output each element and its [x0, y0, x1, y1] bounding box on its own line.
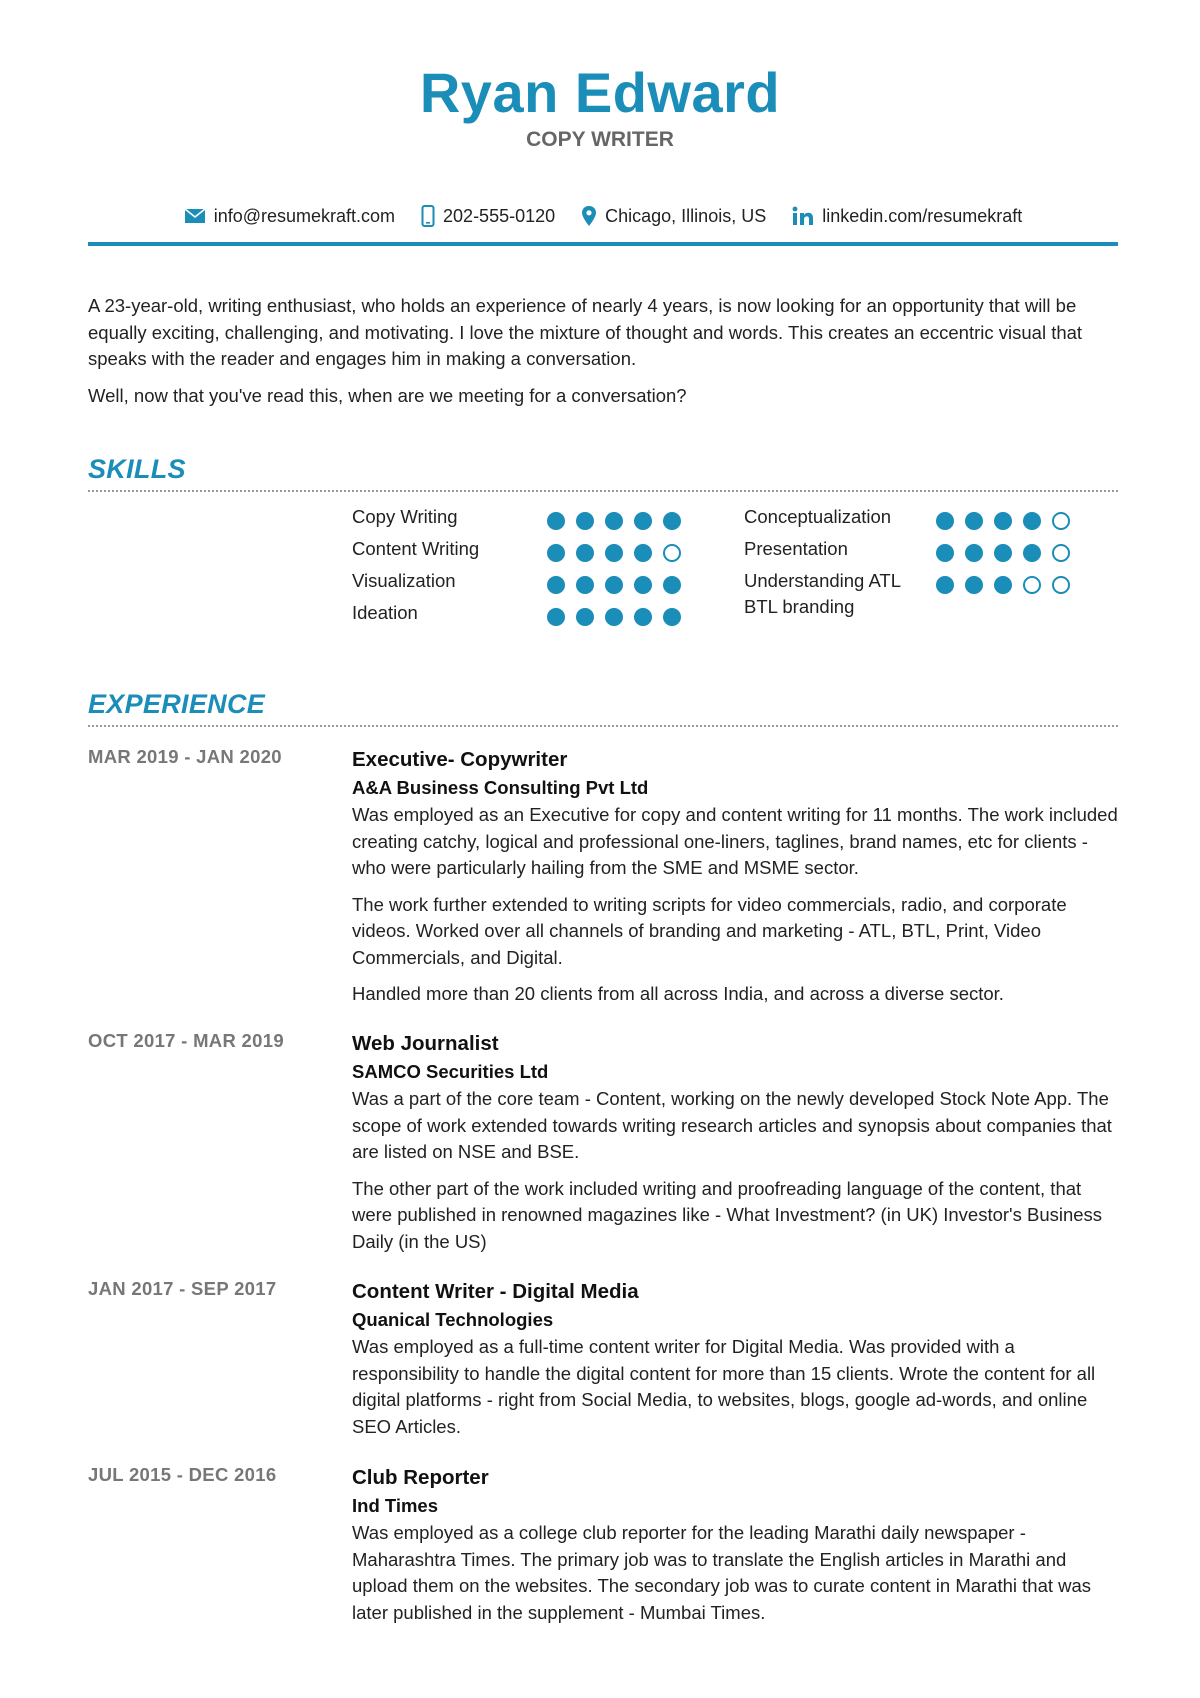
location-icon: [581, 205, 597, 227]
summary-section: [88, 293, 1118, 419]
rating-dot-filled: [994, 512, 1012, 530]
contact-linkedin-text: linkedin.com/resumekraft: [822, 205, 1023, 226]
job-details: [352, 1030, 1122, 1265]
rating-dot-empty: [1052, 576, 1070, 594]
skill-rating: [936, 544, 1070, 562]
skill-rating: [547, 544, 681, 562]
job-description: [352, 1334, 1122, 1440]
job-role: Content Writer - Digital Media: [352, 1280, 639, 1303]
rating-dot-filled: [547, 544, 565, 562]
rating-dot-filled: [965, 576, 983, 594]
rating-dot-filled: [634, 544, 652, 562]
rating-dot-filled: [936, 544, 954, 562]
job-paragraph: Handled more than 20 clients from all across India, and across a diverse sector.: [352, 983, 1004, 1004]
rating-dot-empty: [1052, 544, 1070, 562]
skill-rating: [547, 576, 681, 594]
job-title: COPY WRITER: [526, 128, 674, 151]
summary-paragraph: A 23-year-old, writing enthusiast, who holds an experience of nearly 4 years, is now looking for an opportunity that will be equally exciting, challenging, and motivating. I love the mixture of thought and words. This creates an eccentric visual that speaks with the reader and engages him in making a conversation.: [88, 295, 1083, 369]
rating-dot-filled: [1023, 544, 1041, 562]
rating-dot-filled: [576, 512, 594, 530]
phone-icon: [421, 205, 435, 227]
rating-dot-filled: [965, 544, 983, 562]
candidate-name: Ryan Edward: [419, 61, 781, 124]
rating-dot-filled: [634, 608, 652, 626]
job-dates: OCT 2017 - MAR 2019: [88, 1030, 284, 1051]
job-role: Executive- Copywriter: [352, 748, 568, 771]
rating-dot-filled: [547, 608, 565, 626]
contact-phone[interactable]: [421, 205, 555, 227]
rating-dot-filled: [547, 576, 565, 594]
contact-location: [581, 205, 766, 227]
linkedin-icon: [792, 206, 814, 226]
rating-dot-filled: [936, 512, 954, 530]
skill-label: Visualization: [352, 570, 456, 591]
rating-dot-filled: [605, 544, 623, 562]
rating-dot-filled: [663, 608, 681, 626]
job-paragraph: Was employed as an Executive for copy and content writing for 11 months. The work included creating catchy, logical and professional one-liners, taglines, brand names, etc for clients - who were particularly hailing from the SME and MSME sector.: [352, 804, 1118, 878]
skill-label: Ideation: [352, 602, 418, 623]
job-paragraph: The work further extended to writing scripts for video commercials, radio, and corporate videos. Worked over all channels of branding and marketing - ATL, BTL, Print, Video Commercials, and Digital.: [352, 893, 1067, 968]
job-company: Quanical Technologies: [352, 1309, 554, 1330]
rating-dot-filled: [605, 512, 623, 530]
rating-dot-filled: [663, 576, 681, 594]
rating-dot-filled: [547, 512, 565, 530]
job-paragraph: Was employed as a full-time content writer for Digital Media. Was provided with a responsibility to handle the digital content for more than 15 clients. Wrote the content for all digital platforms - right from Social Media, to websites, blogs, google ad-words, and online SEO Articles.: [352, 1336, 1096, 1437]
job-details: [352, 1464, 1122, 1636]
skill-label: Conceptualization: [744, 506, 892, 527]
rating-dot-filled: [965, 512, 983, 530]
job-details: [352, 746, 1122, 1018]
skill-rating: [547, 608, 681, 626]
job-description: [352, 802, 1122, 1008]
summary-paragraph: Well, now that you've read this, when are we meeting for a conversation?: [88, 384, 687, 406]
rating-dot-filled: [576, 608, 594, 626]
job-company: SAMCO Securities Ltd: [352, 1061, 549, 1082]
rating-dot-filled: [605, 576, 623, 594]
job-role: Web Journalist: [352, 1032, 499, 1055]
rating-dot-empty: [1023, 576, 1041, 594]
rating-dot-filled: [605, 608, 623, 626]
rating-dot-filled: [634, 512, 652, 530]
skills-grid: [352, 504, 1122, 644]
job-paragraph: The other part of the work included writing and proofreading language of the content, that were published in renowned magazines like - What Investment? (in UK) Investor's Business Daily (in the US): [352, 1177, 1103, 1252]
rating-dot-filled: [663, 512, 681, 530]
skills-divider: [88, 490, 1118, 492]
contact-email[interactable]: [184, 206, 395, 227]
skill-rating: [936, 512, 1070, 530]
job-dates: JAN 2017 - SEP 2017: [88, 1278, 277, 1299]
contact-location-text: Chicago, Illinois, US: [605, 205, 767, 226]
job-description: [352, 1086, 1122, 1255]
job-details: [352, 1278, 1122, 1450]
rating-dot-filled: [994, 576, 1012, 594]
rating-dot-empty: [663, 544, 681, 562]
contact-email-text: info@resumekraft.com: [213, 205, 396, 226]
job-description: [352, 1520, 1122, 1626]
job-paragraph: Was employed as a college club reporter for the leading Marathi daily newspaper - Maharashtra Times. The primary job was to translate the English articles in Marathi and upload them on the websites. The secondary job was to curate content in Marathi that was later published in the supplement - Mumbai Times.: [352, 1522, 1092, 1623]
contact-linkedin[interactable]: [792, 206, 1022, 227]
skill-rating: [547, 512, 681, 530]
experience-heading: EXPERIENCE: [88, 689, 266, 719]
skill-label: Content Writing: [352, 538, 480, 559]
rating-dot-filled: [634, 576, 652, 594]
rating-dot-filled: [1023, 512, 1041, 530]
job-company: A&A Business Consulting Pvt Ltd: [352, 777, 649, 798]
rating-dot-filled: [576, 544, 594, 562]
rating-dot-filled: [994, 544, 1012, 562]
job-paragraph: Was a part of the core team - Content, working on the newly developed Stock Note App. The scope of work extended towards writing research articles and synopsis about companies that are listed on NSE and BSE.: [352, 1088, 1112, 1162]
skill-rating: [936, 576, 1070, 594]
job-dates: MAR 2019 - JAN 2020: [88, 746, 282, 767]
job-company: Ind Times: [352, 1495, 439, 1516]
skill-label: Copy Writing: [352, 506, 458, 527]
header-divider: [88, 242, 1118, 246]
skills-heading: SKILLS: [88, 454, 186, 484]
rating-dot-empty: [1052, 512, 1070, 530]
rating-dot-filled: [936, 576, 954, 594]
experience-divider: [88, 725, 1118, 727]
job-role: Club Reporter: [352, 1466, 489, 1489]
skill-label: Understanding ATL BTL branding: [744, 570, 901, 617]
rating-dot-filled: [576, 576, 594, 594]
skill-label: Presentation: [744, 538, 848, 559]
contact-bar: [88, 202, 1118, 230]
job-dates: JUL 2015 - DEC 2016: [88, 1464, 277, 1485]
contact-phone-text: 202-555-0120: [443, 205, 556, 226]
email-icon: [184, 208, 206, 224]
